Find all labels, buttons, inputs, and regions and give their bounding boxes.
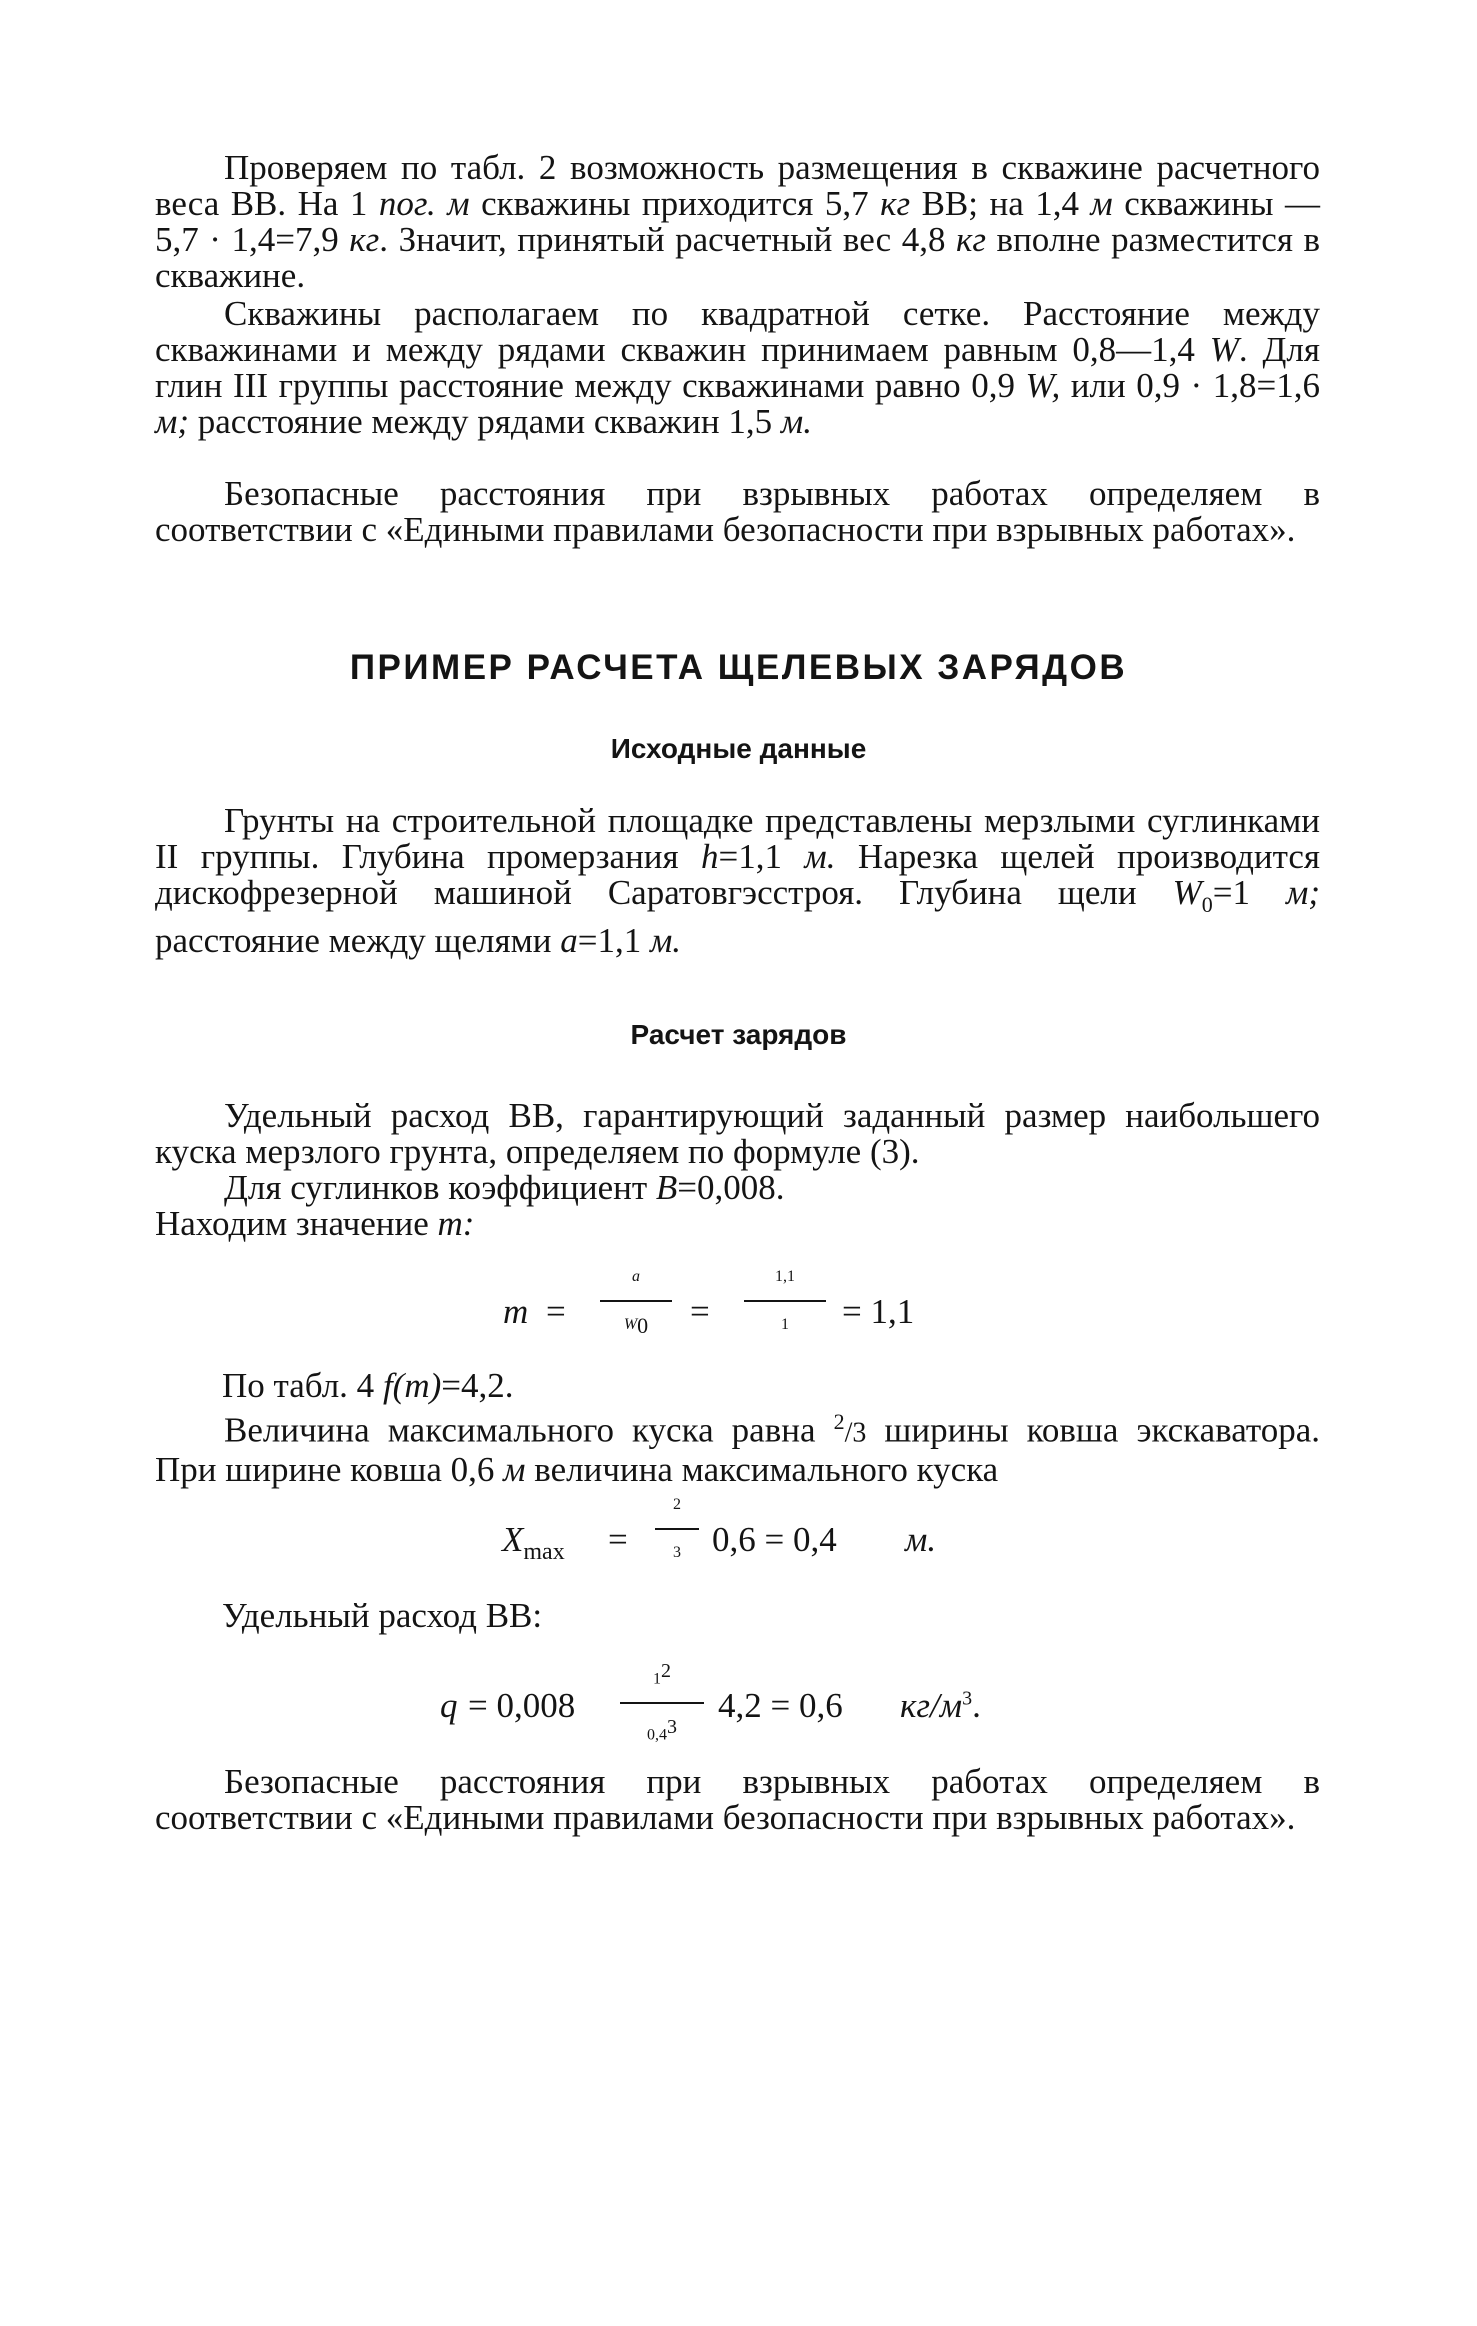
formula-xmax-fraction: 2 3: [655, 1486, 699, 1572]
paragraph-well-grid: Скважины располагаем по квадратной сетке. Расстояние между скважинами и между рядами скважин принимаем равным 0,8—1,4 W. Для глин III группы расстояние между скважинами равно 0,9 W, или 0,9 · 1,8=1,6 м; расстояние между рядами скважин 1,5 м.: [155, 294, 1320, 441]
formula-q-lhs: q: [440, 1686, 458, 1725]
line-coefficient-b: Для суглинков коэффициент B=0,008.: [224, 1168, 785, 1207]
formula-xmax-lhs: $X_{max}$: [502, 1520, 565, 1565]
formula-m-eq1: =: [546, 1292, 566, 1331]
formula-q-rest: 4,2 = 0,6: [718, 1686, 843, 1725]
formula-q-eq: = 0,008: [468, 1686, 576, 1725]
formula-m-eq2: =: [690, 1292, 710, 1331]
formula-m-result: = 1,1: [842, 1292, 915, 1331]
subsection-initial-data: Исходные данные: [610, 733, 867, 764]
paragraph-safety-distances: Безопасные расстояния при взрывных работах определяем в соответствии с «Едиными правилами безопасности при взрывных работах».: [155, 474, 1320, 549]
paragraph-max-piece: Величина максимального куска равна $^2$/3 ширины ковша экскаватора. При ширине ковша 0,6 м величина максимального куска: [155, 1409, 1320, 1489]
formula-m-fraction-1: a $W_0$: [600, 1258, 672, 1345]
line-specific-consumption: Удельный расход ВВ:: [222, 1596, 543, 1635]
section-title: ПРИМЕР РАСЧЕТА ЩЕЛЕВЫХ ЗАРЯДОВ: [349, 648, 1128, 687]
line-table-4: По табл. 4 f(m)=4,2.: [222, 1366, 514, 1405]
formula-xmax-eq: =: [608, 1520, 628, 1559]
paragraph-specific-consumption: Удельный расход ВВ, гарантирующий заданный размер наибольшего куска мерзлого грунта, определяем по формуле (3).: [155, 1096, 1320, 1171]
formula-xmax-rest: 0,6 = 0,4: [712, 1520, 837, 1559]
formula-xmax-unit: м.: [905, 1520, 937, 1559]
line-find-m: Находим значение m:: [155, 1204, 475, 1243]
paragraph-soil-conditions: Грунты на строительной площадке представлены мерзлыми суглинками II группы. Глубина промерзания h=1,1 м. Нарезка щелей производится дискофрезерной машиной Саратовгэсстроя. Глубина щели $W_0=1$ м; расстояние между щелями a=1,1 м.: [155, 801, 1320, 960]
paragraph-safety-distances-2: Безопасные расстояния при взрывных работах определяем в соответствии с «Едиными правилами безопасности при взрывных работах».: [155, 1762, 1320, 1837]
formula-m-fraction-2: 1,1 1: [744, 1258, 826, 1344]
paragraph-check-charge: Проверяем по табл. 2 возможность размещения в скважине расчетного веса ВВ. На 1 пог. м скважины приходится 5,7 кг ВВ; на 1,4 м скважины — 5,7 · 1,4=7,9 кг. Значит, принятый расчетный вес 4,8 кг вполне разместится в скважине.: [155, 148, 1321, 295]
subsection-charge-calc: Расчет зарядов: [630, 1019, 847, 1050]
formula-m-lhs: m: [503, 1292, 529, 1331]
formula-q-fraction: $1^2$ $0,4^3$: [620, 1652, 704, 1755]
formula-q-unit: $кг/м^3$.: [900, 1686, 981, 1725]
